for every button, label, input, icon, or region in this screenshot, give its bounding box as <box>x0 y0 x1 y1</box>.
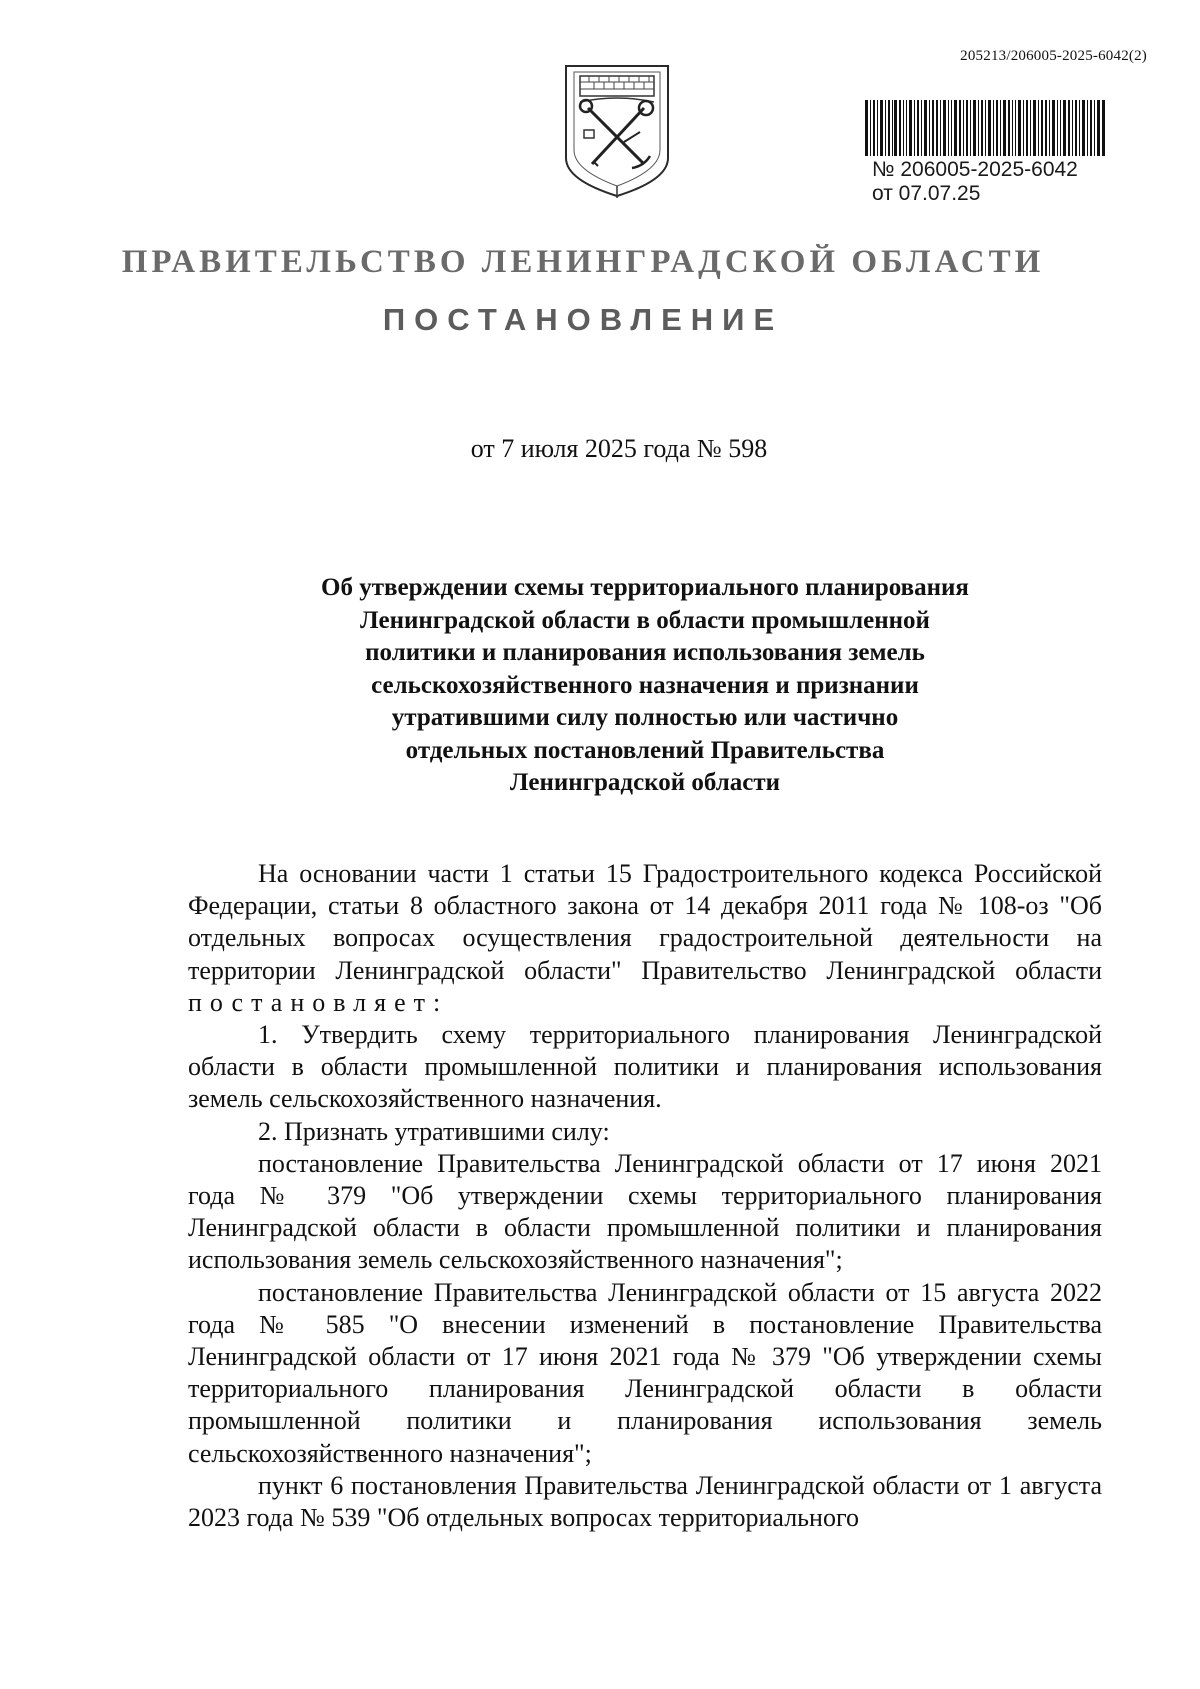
subject-line: Ленинградской области <box>509 769 781 796</box>
document-type: ПОСТАНОВЛЕНИЕ <box>382 302 784 337</box>
resolution-word: постановляет: <box>188 987 449 1017</box>
item-2-paragraph: 2. Признать утратившими силу: <box>258 1116 610 1146</box>
document-date-number: от 7 июля 2025 года № 598 <box>470 434 768 463</box>
repealed-act-3: пункт 6 постановления Правительства Ленинградской области от 1 августа 2023 года № 539 "Об отдельных вопросах территориального <box>188 1470 1102 1533</box>
registration-block <box>872 158 1078 206</box>
document-body <box>188 858 1102 1534</box>
registration-number: № 206005-2025-6042 <box>872 158 1078 181</box>
repealed-act-2: постановление Правительства Ленинградской области от 15 августа 2022 года № 585 "О внесении изменений в постановление Правительства Ленинградской области от 17 июня 2021 года № 379 "Об утверждении схемы территориального планирования Ленинградской области в области промышленной политики и планирования использования земель сельскохозяйственного назначения"; <box>188 1277 1102 1468</box>
item-1-paragraph: 1. Утвердить схему территориального планирования Ленинградской области в области промышленной политики и планирования использования земель сельскохозяйственного назначения. <box>188 1020 1102 1114</box>
document-subject <box>180 572 1110 800</box>
subject-line: утратившими силу полностью или частично <box>391 704 899 731</box>
barcode-icon <box>865 100 1105 156</box>
organization-title: ПРАВИТЕЛЬСТВО ЛЕНИНГРАДСКОЙ ОБЛАСТИ <box>121 244 1045 280</box>
subject-line: политики и планирования использования земель <box>365 639 925 666</box>
document-code: 205213/206005-2025-6042(2) <box>960 48 1147 64</box>
coat-of-arms-icon <box>562 62 672 200</box>
intro-text: На основании части 1 статьи 15 Градостроительного кодекса Российской Федерации, статьи 8 областного закона от 14 декабря 2011 года № 108-оз "Об отдельных вопросах осуществления градостроительной деятельности на территории Ленинградской области" Правительство Ленинградской области <box>188 859 1102 985</box>
repealed-act-1: постановление Правительства Ленинградской области от 17 июня 2021 года № 379 "Об утверждении схемы территориального планирования Ленинградской области в области промышленной политики и планирования использования земель сельскохозяйственного назначения"; <box>188 1148 1102 1275</box>
subject-line: отдельных постановлений Правительства <box>405 736 885 764</box>
subject-line: сельскохозяйственного назначения и признании <box>371 671 919 699</box>
intro-paragraph <box>188 858 1102 1019</box>
subject-line: Об утверждении схемы территориального планирования <box>321 574 969 601</box>
subject-line: Ленинградской области в области промышленной <box>360 606 930 634</box>
registration-date: от 07.07.25 <box>872 182 981 205</box>
